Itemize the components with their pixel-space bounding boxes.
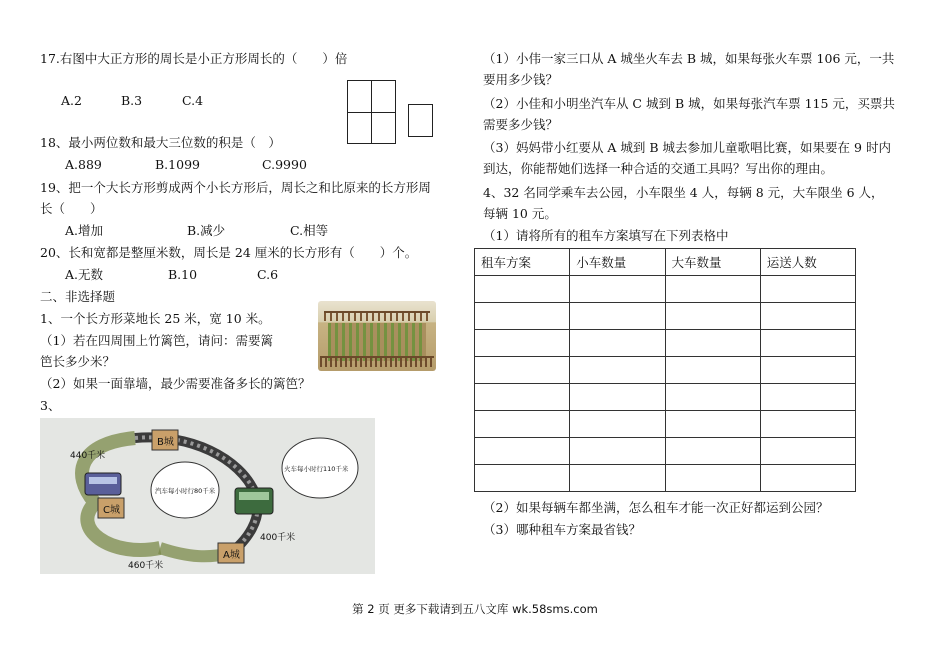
- table-header-row: [475, 249, 856, 276]
- header-large-cars: 大车数量: [665, 249, 760, 276]
- table-cell[interactable]: [760, 357, 855, 384]
- city-b-label: B城: [157, 437, 174, 448]
- q19-line1: 19、把一个大长方形剪成两个小长方形后，周长之和比原来的长方形周: [40, 180, 431, 195]
- p1-text: 1、一个长方形菜地长 25 米，宽 10 米。: [40, 311, 271, 326]
- travel-map-image: [40, 418, 375, 574]
- q17-option-b: B.3: [121, 93, 143, 108]
- header-plan: 租车方案: [475, 249, 570, 276]
- table-cell[interactable]: [760, 276, 855, 303]
- q4-sub3: （3）哪种租车方案最省钱？: [483, 522, 641, 537]
- q18-option-a: A.889: [65, 157, 102, 172]
- q19-option-c: C.相等: [290, 223, 329, 238]
- r1-line1: （1）小伟一家三口从 A 城坐火车去 B 城，如果每张火车票 106 元，一共: [483, 51, 895, 66]
- q4-sub1: （1）请将所有的租车方案填写在下列表格中: [483, 228, 729, 243]
- q18-option-c: C.9990: [262, 157, 307, 172]
- rental-plan-table: [474, 248, 856, 492]
- table-cell[interactable]: [665, 465, 760, 492]
- table-cell[interactable]: [475, 438, 570, 465]
- table-cell[interactable]: [760, 411, 855, 438]
- table-cell[interactable]: [475, 303, 570, 330]
- q18-option-b: B.1099: [155, 157, 200, 172]
- small-square: [408, 104, 433, 137]
- table-cell[interactable]: [665, 357, 760, 384]
- section-2-heading: 二、非选择题: [40, 289, 116, 304]
- cell-bottom-left: [347, 112, 372, 144]
- table-cell[interactable]: [570, 465, 665, 492]
- table-cell[interactable]: [475, 357, 570, 384]
- table-cell[interactable]: [570, 276, 665, 303]
- table-cell[interactable]: [475, 465, 570, 492]
- table-cell[interactable]: [570, 438, 665, 465]
- train-icon: [235, 488, 273, 514]
- table-cell[interactable]: [665, 384, 760, 411]
- table-row: [475, 465, 856, 492]
- p1-sub1-line1: （1）若在四周围上竹篱笆，请问：需要篱: [40, 333, 273, 348]
- p1-sub1-line2: 笆长多少米？: [40, 354, 116, 369]
- table-cell[interactable]: [760, 330, 855, 357]
- header-small-cars: 小车数量: [570, 249, 665, 276]
- table-cell[interactable]: [570, 330, 665, 357]
- r2-line1: （2）小佳和小明坐汽车从 C 城到 B 城，如果每张汽车票 115 元，买票共: [483, 96, 895, 111]
- table-cell[interactable]: [475, 276, 570, 303]
- cell-bottom-right: [371, 112, 396, 144]
- table-cell[interactable]: [570, 384, 665, 411]
- q17-option-a: A.2: [61, 93, 82, 108]
- bus-speed-label: 汽车每小时行80千米: [155, 487, 216, 495]
- table-cell[interactable]: [475, 384, 570, 411]
- q19-option-b: B.减少: [187, 223, 226, 238]
- table-cell[interactable]: [665, 276, 760, 303]
- r2-line2: 需要多少钱？: [483, 117, 559, 132]
- table-row: [475, 276, 856, 303]
- table-cell[interactable]: [570, 303, 665, 330]
- table-cell[interactable]: [760, 438, 855, 465]
- table-cell[interactable]: [665, 411, 760, 438]
- q4-sub2: （2）如果每辆车都坐满，怎么租车才能一次正好都运到公园？: [483, 500, 829, 515]
- table-row: [475, 411, 856, 438]
- table-row: [475, 384, 856, 411]
- vegetable-garden-image: [318, 301, 436, 371]
- r1-line2: 要用多少钱？: [483, 72, 559, 87]
- train-windows: [239, 492, 269, 500]
- fence-bottom: [320, 356, 434, 367]
- distance-label-1: 440千米: [70, 451, 106, 461]
- q17-text: 17.右图中大正方形的周长是小正方形周长的（ ）倍: [40, 51, 348, 66]
- distance-label-3: 460千米: [128, 561, 164, 571]
- table-row: [475, 330, 856, 357]
- table-cell[interactable]: [665, 438, 760, 465]
- table-cell[interactable]: [475, 330, 570, 357]
- q4-line1: 4、32 名同学乘车去公园，小车限坐 4 人，每辆 8 元，大车限坐 6 人，: [483, 185, 884, 200]
- r3-line1: （3）妈妈带小红要从 A 城到 B 城去参加儿童歌唱比赛，如果要在 9 时内: [483, 140, 891, 155]
- table-cell[interactable]: [475, 411, 570, 438]
- q19-option-a: A.增加: [65, 223, 104, 238]
- table-row: [475, 303, 856, 330]
- cell-top-right: [371, 80, 396, 113]
- q20-option-c: C.6: [257, 267, 279, 282]
- table-cell[interactable]: [570, 411, 665, 438]
- train-speed-label: 火车每小时行110千米: [284, 465, 349, 473]
- fence-top: [324, 311, 430, 321]
- header-people: 运送人数: [760, 249, 855, 276]
- q20-option-b: B.10: [168, 267, 198, 282]
- table-cell[interactable]: [760, 465, 855, 492]
- table-row: [475, 357, 856, 384]
- table-cell[interactable]: [665, 330, 760, 357]
- q18-text: 18、最小两位数和最大三位数的积是（ ）: [40, 135, 281, 150]
- p3-label: 3、: [40, 398, 61, 413]
- q20-text: 20、长和宽都是整厘米数，周长是 24 厘米的长方形有（ ）个。: [40, 245, 418, 260]
- q19-line2: 长（ ）: [40, 201, 103, 216]
- city-c-label: C城: [103, 505, 120, 516]
- bus-windows: [89, 477, 117, 484]
- r3-line2: 到达，你能帮她们选择一种合适的交通工具吗？写出你的理由。: [483, 161, 834, 176]
- page-footer: 第 2 页 更多下载请到五八文库 wk.58sms.com: [352, 602, 598, 616]
- table-cell[interactable]: [760, 384, 855, 411]
- table-row: [475, 438, 856, 465]
- q17-option-c: C.4: [182, 93, 204, 108]
- table-cell[interactable]: [760, 303, 855, 330]
- distance-label-2: 400千米: [260, 533, 296, 543]
- q4-line2: 每辆 10 元。: [483, 206, 557, 221]
- q20-option-a: A.无数: [65, 267, 104, 282]
- table-cell[interactable]: [665, 303, 760, 330]
- cell-top-left: [347, 80, 372, 113]
- city-a-label: A城: [223, 550, 240, 561]
- p1-sub2: （2）如果一面靠墙，最少需要准备多长的篱笆？: [40, 376, 311, 391]
- table-cell[interactable]: [570, 357, 665, 384]
